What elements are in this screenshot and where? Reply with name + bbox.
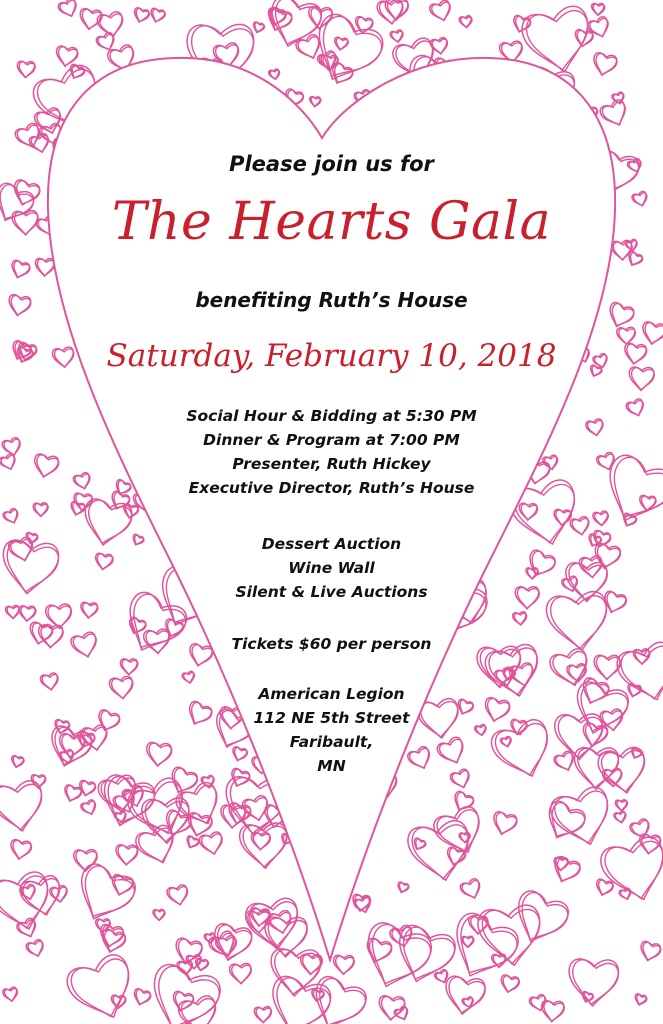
intro-text: Please join us for xyxy=(229,152,434,176)
schedule-line: Presenter, Ruth Hickey xyxy=(232,455,431,473)
activities-block xyxy=(0,532,663,604)
activity-line: Wine Wall xyxy=(288,559,375,577)
schedule-block xyxy=(0,404,663,500)
activity-line: Silent & Live Auctions xyxy=(235,583,428,601)
event-title: The Hearts Gala xyxy=(111,192,552,252)
schedule-line: Dinner & Program at 7:00 PM xyxy=(203,431,460,449)
schedule-line: Social Hour & Bidding at 5:30 PM xyxy=(186,407,477,425)
venue-name: American Legion xyxy=(258,685,405,703)
schedule-line: Executive Director, Ruth’s House xyxy=(188,479,475,497)
venue-city: Faribault, xyxy=(289,733,374,751)
tickets-block xyxy=(0,632,663,656)
event-date: Saturday, February 10, 2018 xyxy=(106,338,557,374)
beneficiary-text: benefiting Ruth’s House xyxy=(195,288,468,312)
venue-street: 112 NE 5th Street xyxy=(253,709,410,727)
venue-block xyxy=(0,682,663,778)
venue-state: MN xyxy=(317,757,346,775)
activity-line: Dessert Auction xyxy=(261,535,402,553)
ticket-price: Tickets $60 per person xyxy=(231,635,432,653)
